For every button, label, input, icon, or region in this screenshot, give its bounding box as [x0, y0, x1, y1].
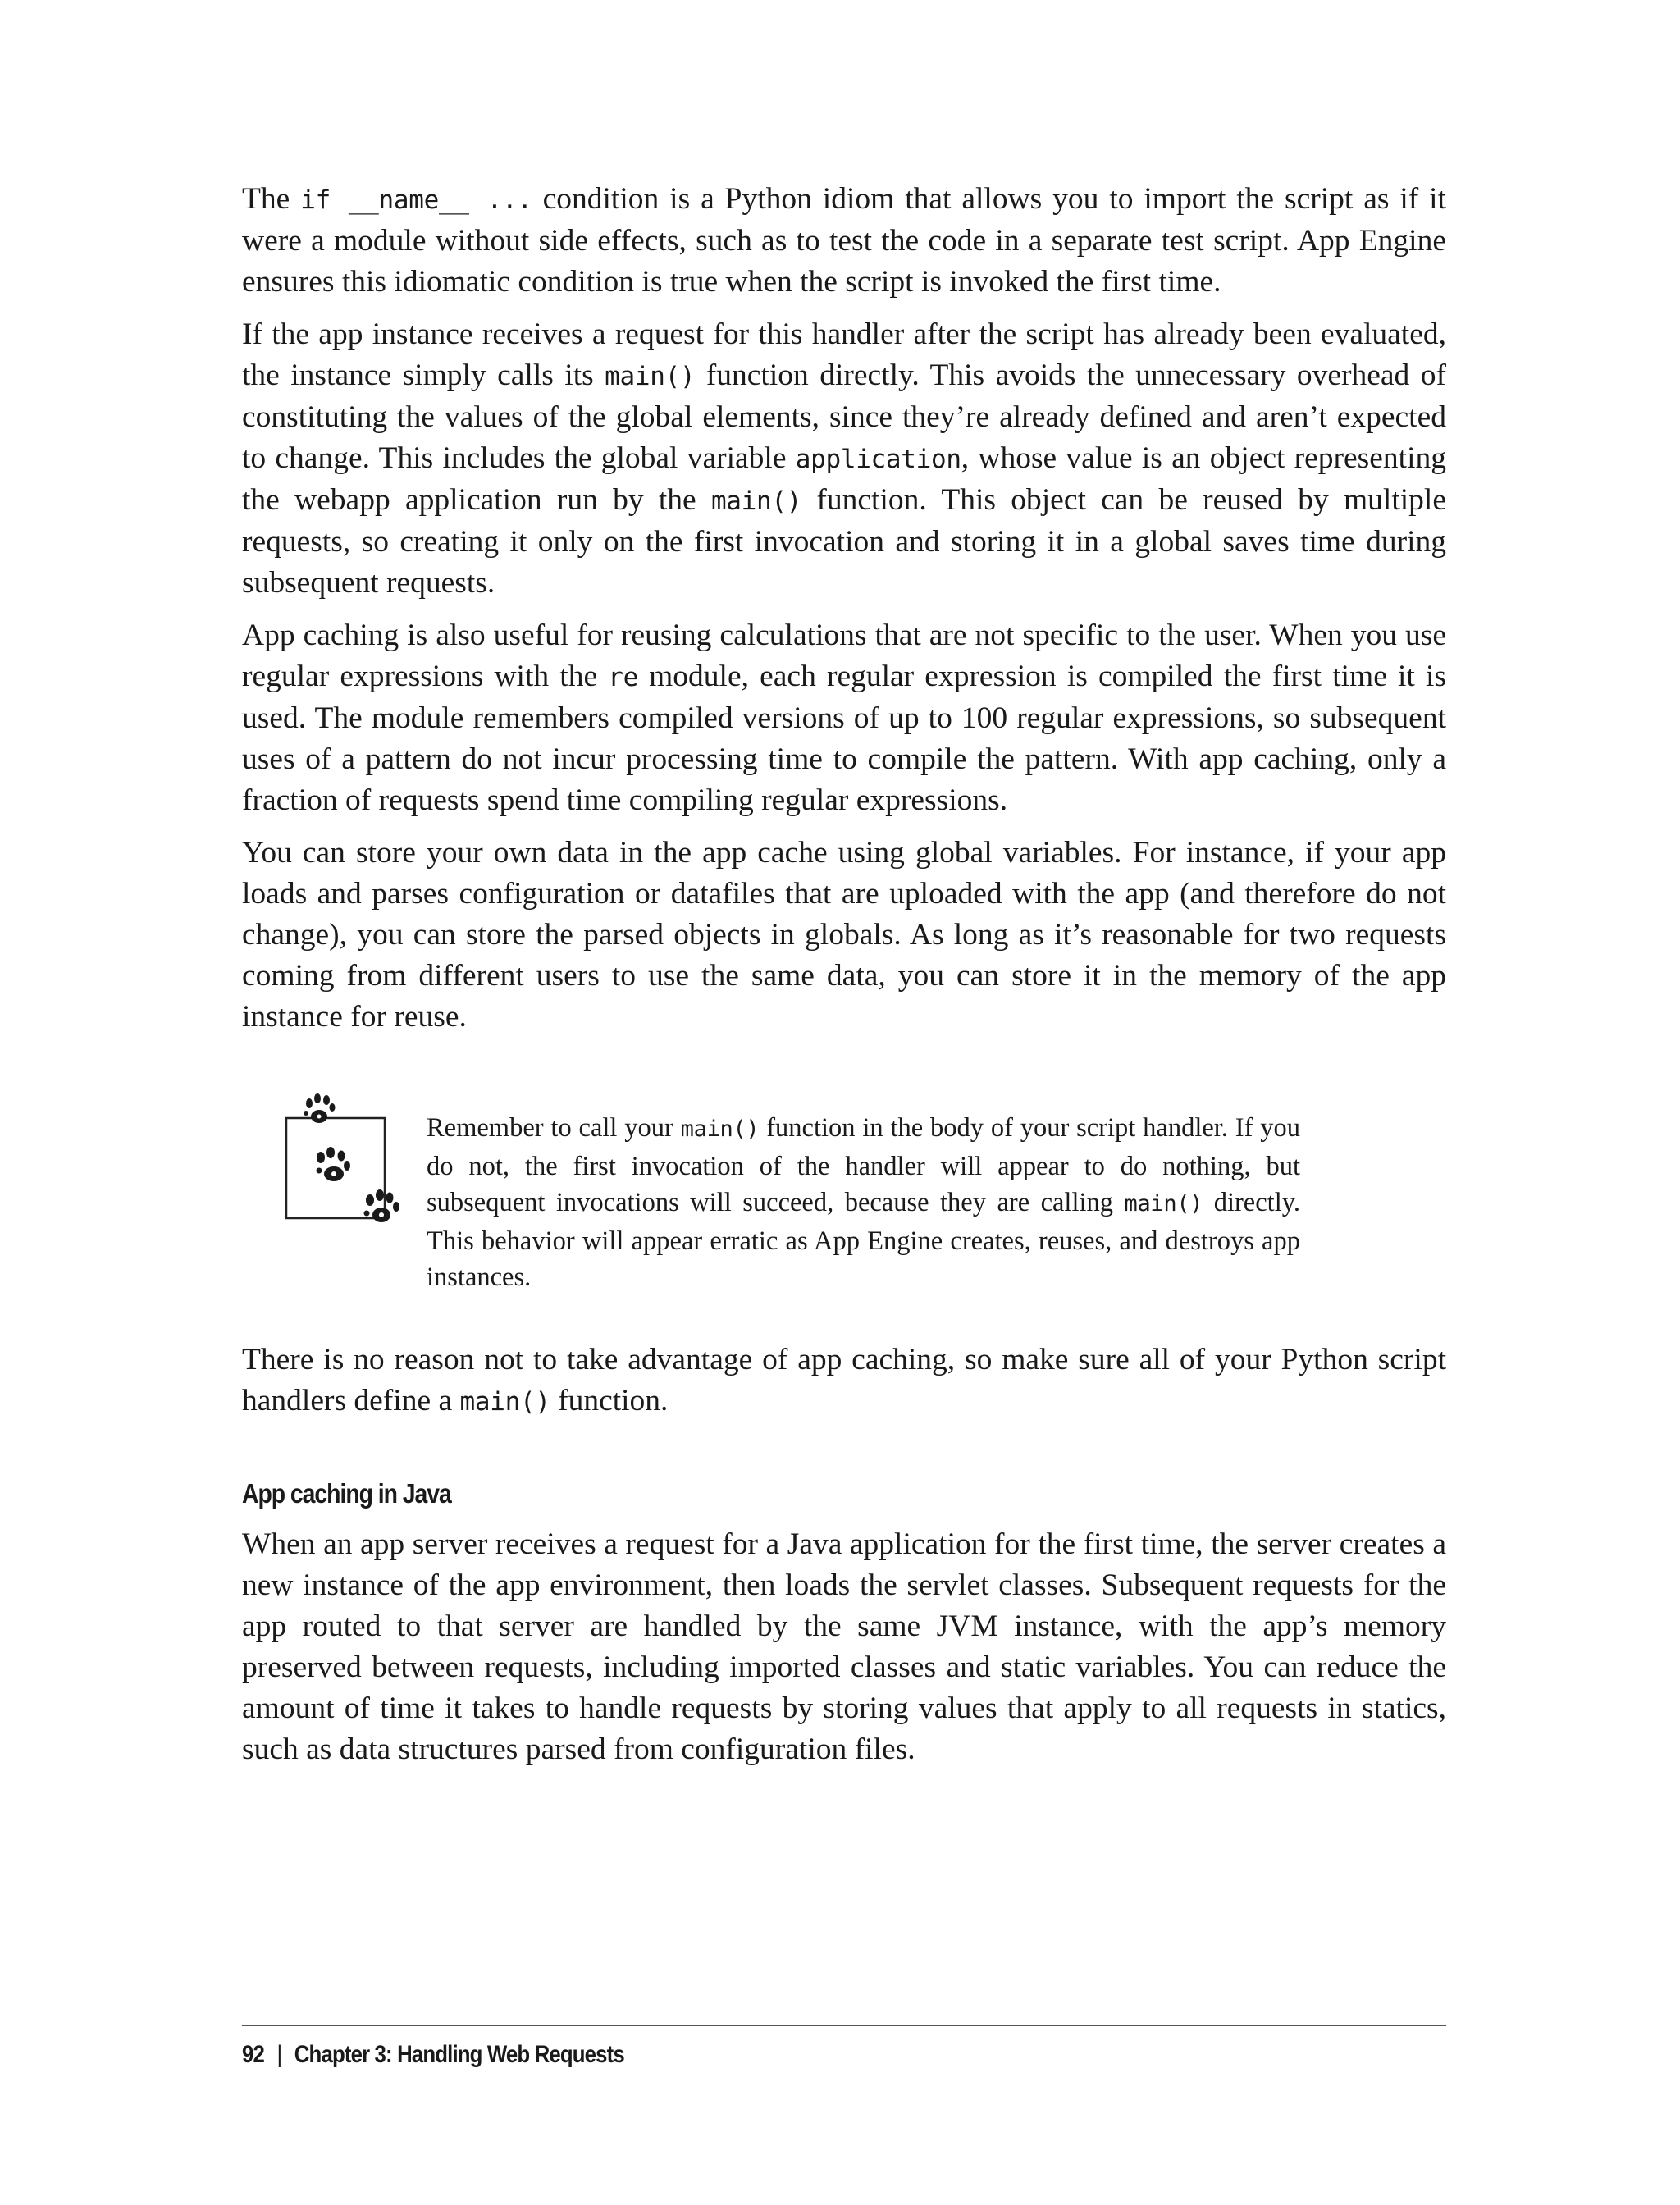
body-paragraph: [242, 179, 1446, 303]
inline-code: re: [608, 663, 638, 692]
body-paragraph: [242, 615, 1446, 821]
body-paragraphs: [242, 179, 1446, 1038]
text-run: You can store your own data in the app cache using global variables. For instance, if your app loads and parses configuration or datafiles that are uploaded with the app (and therefore do not change), you can store the parsed objects in globals. As long as it’s reasonable for two requests coming from different users to use the same data, you can store it in the memory of the app instance for reuse.: [242, 836, 1446, 1034]
footer-separator: |: [276, 2041, 282, 2068]
text-run: module, each regular expression is compiled the first time it is used. The module remembers compiled versions of up to 100 regular expressions, so subsequent uses of a pattern do not incur processing time to compile the pattern. With app caching, only a fraction of requests spend time compiling regular expressions.: [242, 660, 1447, 817]
closing-paragraph: [242, 1340, 1446, 1422]
inline-code: main(): [459, 1387, 550, 1417]
text-run: When an app server receives a request for a Java application for the first time, the server creates a new instance of the app environment, then loads the servlet classes. Subsequent requests for the app routed to that server are handled by the same JVM instance, with the app’s memory preserved between requests, including imported classes and static variables. You can reduce the amount of time it takes to handle requests by storing values that apply to all requests in statics, such as data structures parsed from configuration files.: [242, 1527, 1446, 1766]
inline-code: application: [795, 445, 961, 474]
page-number: 92: [242, 2041, 264, 2068]
text-run: , whose value is an object representing the webapp application run by the: [242, 441, 1446, 517]
inline-code: main(): [710, 486, 802, 516]
text-run: There is no reason not to take advantage of app caching, so make sure all of your Python script handlers define a: [242, 1343, 1446, 1418]
raccoon-paw-prints-icon: [285, 1085, 408, 1230]
text-run: function in the body of your script handler. If you do not, the first invocation of the handler will appear to do nothing, but subsequent invocations will succeed, because they are calling: [427, 1113, 1300, 1217]
page-footer: [242, 2025, 1446, 2069]
text-run: function.: [550, 1384, 669, 1418]
text-run: The: [242, 182, 301, 216]
body-paragraph: [242, 314, 1446, 604]
java-paragraph: [242, 1524, 1446, 1770]
note-callout: [242, 1085, 1446, 1292]
note-text: [427, 1110, 1300, 1296]
text-run: condition is a Python idiom that allows you to import the script as if it were a module without side effects, such as to test the code in a separate test script. App Engine ensures this idiomatic condition is true when the script is invoked the first time.: [242, 182, 1446, 299]
body-paragraph: [242, 833, 1446, 1038]
section-subheading: App caching in Java: [242, 1478, 451, 1509]
inline-code: main(): [680, 1116, 760, 1142]
text-run: function directly. This avoids the unnecessary overhead of constituting the values of the global elements, since they’re already defined and aren’t expected to change. This includes the global variable: [242, 358, 1446, 475]
text-run: Remember to call your: [427, 1113, 681, 1143]
text-run: App caching is also useful for reusing calculations that are not specific to the user. When you use regular expressions with the: [242, 619, 1446, 693]
inline-code: if __name__ ...: [300, 185, 532, 215]
text-run: function. This object can be reused by multiple requests, so creating it only on the first invocation and storing it in a global saves time during subsequent requests.: [242, 483, 1446, 600]
chapter-title: Chapter 3: Handling Web Requests: [294, 2041, 624, 2068]
text-run: If the app instance receives a request for this handler after the script has already been evaluated, the instance simply calls its: [242, 317, 1446, 392]
text-run: directly. This behavior will appear erratic as App Engine creates, reuses, and destroys app instances.: [427, 1188, 1300, 1292]
inline-code: main(): [1124, 1191, 1203, 1217]
inline-code: main(): [605, 362, 696, 391]
page-body: [242, 179, 1446, 1782]
